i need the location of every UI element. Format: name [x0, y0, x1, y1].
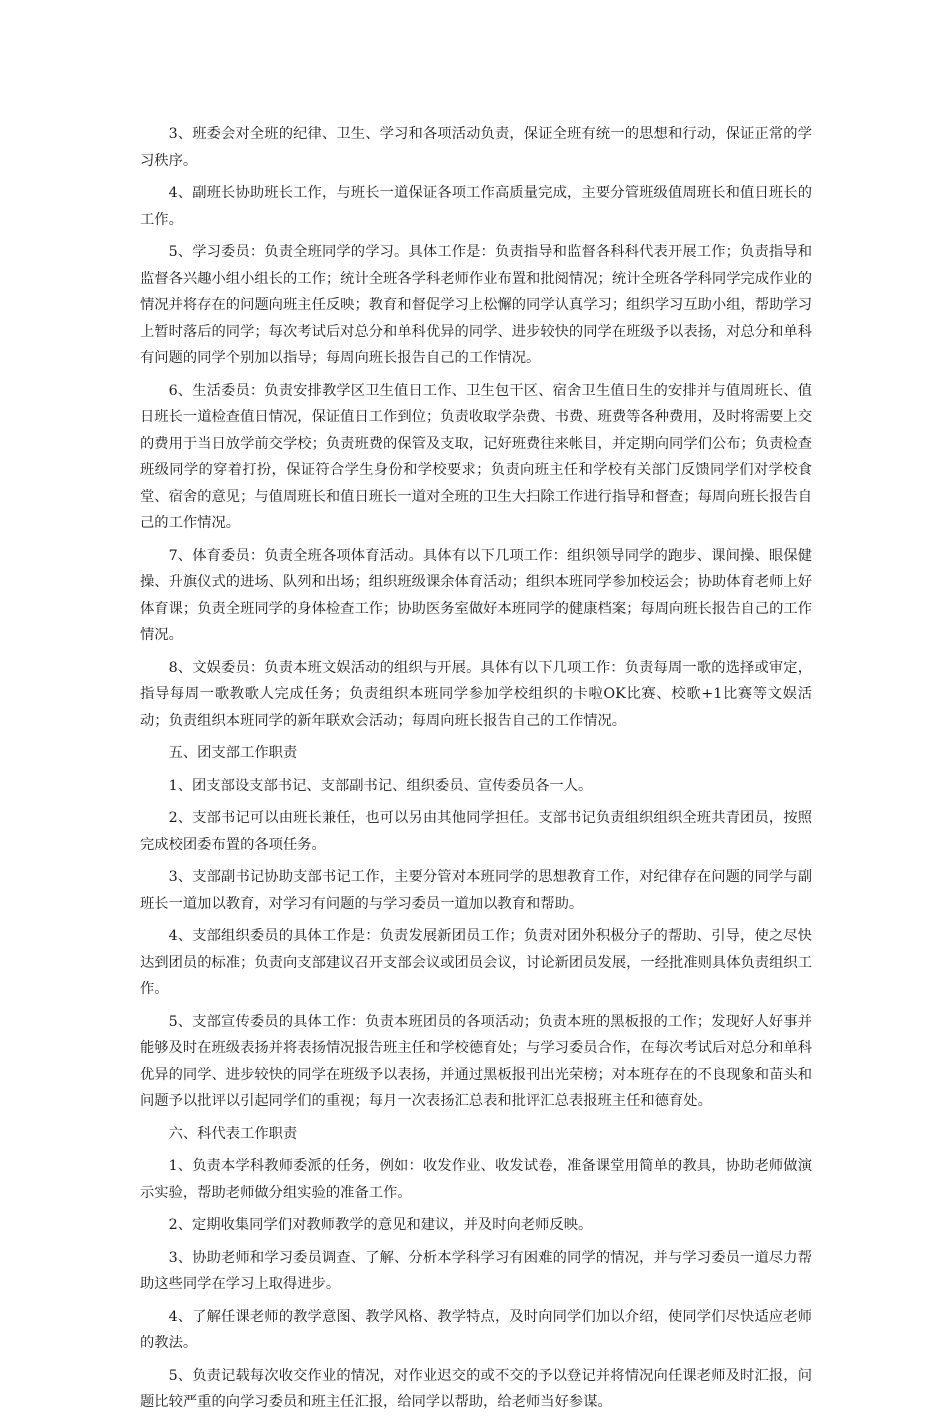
paragraph-rep-duty-3: 3、协助老师和学习委员调查、了解、分析本学科学习有困难的同学的情况，并与学习委员一道尽力帮助这些同学在学习上取得进步。: [140, 1249, 812, 1292]
paragraph-life-committee: 6、生活委员：负责安排教学区卫生值日工作、卫生包干区、宿舍卫生值日生的安排并与值周班长、值日班长一道检查值日情况，保证值日工作到位；负责收取学杂费、书费、班费等各种费用，及时将需要上交的费用于当日放学前交学校；负责班费的保管及支取，记好班费往来帐目，并定期向同学们公布；负责检查班级同学的穿着打扮，保证符合学生身份和学校要求；负责向班主任和学校有关部门反馈同学们对学校食堂、宿舍的意见；与值周班长和值日班长一道对全班的卫生大扫除工作进行指导和督查；每周向班长报告自己的工作情况。: [140, 382, 812, 531]
document-body: [140, 121, 812, 1416]
paragraph-league-structure: 1、团支部设支部书记、支部副书记、组织委员、宣传委员各一人。: [168, 777, 593, 794]
paragraph-organization-committee: 4、支部组织委员的具体工作是：负责发展新团员工作；负责对团外积极分子的帮助、引导，使之尽快达到团员的标准；负责向支部建议召开支部会议或团员会议，讨论新团员发展，一经批准则具体负责组织工作。: [140, 928, 812, 997]
paragraph-league-secretary: 2、支部书记可以由班长兼任，也可以另由其他同学担任。支部书记负责组织组织全班共青团员，按照完成校团委布置的各项任务。: [140, 810, 812, 853]
paragraph-rep-duty-2: 2、定期收集同学们对教师教学的意见和建议，并及时向老师反映。: [168, 1217, 593, 1233]
paragraph-rep-duty-1: 1、负责本学科教师委派的任务，例如：收发作业、收发试卷，准备课堂用简单的教具，协助老师做演示实验，帮助老师做分组实验的准备工作。: [140, 1158, 812, 1201]
section-heading-league-branch: 五、团支部工作职责: [168, 745, 298, 761]
paragraph-vice-monitor: 4、副班长协助班长工作，与班长一道保证各项工作高质量完成，主要分管班级值周班长和值日班长的工作。: [140, 185, 812, 228]
paragraph-class-committee: 3、班委会对全班的纪律、卫生、学习和各项活动负责，保证全班有统一的思想和行动，保证正常的学习秩序。: [140, 126, 812, 169]
paragraph-deputy-secretary: 3、支部副书记协助支部书记工作，主要分管对本班同学的思想教育工作，对纪律存在问题的同学与副班长一道加以教育，对学习有问题的与学习委员一道加以教育和帮助。: [140, 869, 812, 912]
paragraph-arts-committee: 8、文娱委员：负责本班文娱活动的组织与开展。具体有以下几项工作：负责每周一歌的选择或审定，指导每周一歌教歌人完成任务；负责组织本班同学参加学校组织的卡啦OK比赛、校歌+1比赛等文娱活动；负责组织本班同学的新年联欢会活动；每周向班长报告自己的工作情况。: [140, 659, 812, 729]
paragraph-rep-duty-5: 5、负责记载每次收交作业的情况，对作业迟交的或不交的予以登记并将情况向任课老师及时汇报，问题比较严重的向学习委员和班主任汇报，给同学以帮助，给老师当好参谋。: [140, 1367, 812, 1410]
paragraph-rep-duty-4: 4、了解任课老师的教学意图、教学风格、教学特点，及时向同学们加以介绍，使同学们尽快适应老师的教法。: [140, 1308, 812, 1351]
section-heading-subject-representative: 六、科代表工作职责: [168, 1125, 298, 1142]
paragraph-publicity-committee: 5、支部宣传委员的具体工作：负责本班团员的各项活动；负责本班的黑板报的工作；发现好人好事并能够及时在班级表扬并将表扬情况报告班主任和学校德育处；与学习委员合作，在每次考试后对总分和单科优异的同学、进步较快的同学在班级予以表扬，并通过黑板报刊出光荣榜；对本班存在的不良现象和苗头和问题予以批评以引起同学们的重视；每月一次表扬汇总表和批评汇总表报班主任和德育处。: [140, 1013, 812, 1109]
paragraph-sports-committee: 7、体育委员：负责全班各项体育活动。具体有以下几项工作：组织领导同学的跑步、课间操、眼保健操、升旗仪式的进场、队列和出场；组织班级课余体育活动；组织本班同学参加校运会；协助体育老师上好体育课；负责全班同学的身体检查工作；协助医务室做好本班同学的健康档案；每周向班长报告自己的工作情况。: [140, 547, 812, 643]
paragraph-study-committee: 5、学习委员：负责全班同学的学习。具体工作是：负责指导和监督各科科代表开展工作；负责指导和监督各兴趣小组小组长的工作；统计全班各学科老师作业布置和批阅情况；统计全班各学科同学完成作业的情况并将存在的问题向班主任反映；教育和督促学习上松懈的同学认真学习；组织学习互助小组，帮助学习上暂时落后的同学；每次考试后对总分和单科优异的同学、进步较快的同学在班级予以表扬，对总分和单科有问题的同学个别加以指导；每周向班长报告自己的工作情况。: [140, 244, 812, 366]
